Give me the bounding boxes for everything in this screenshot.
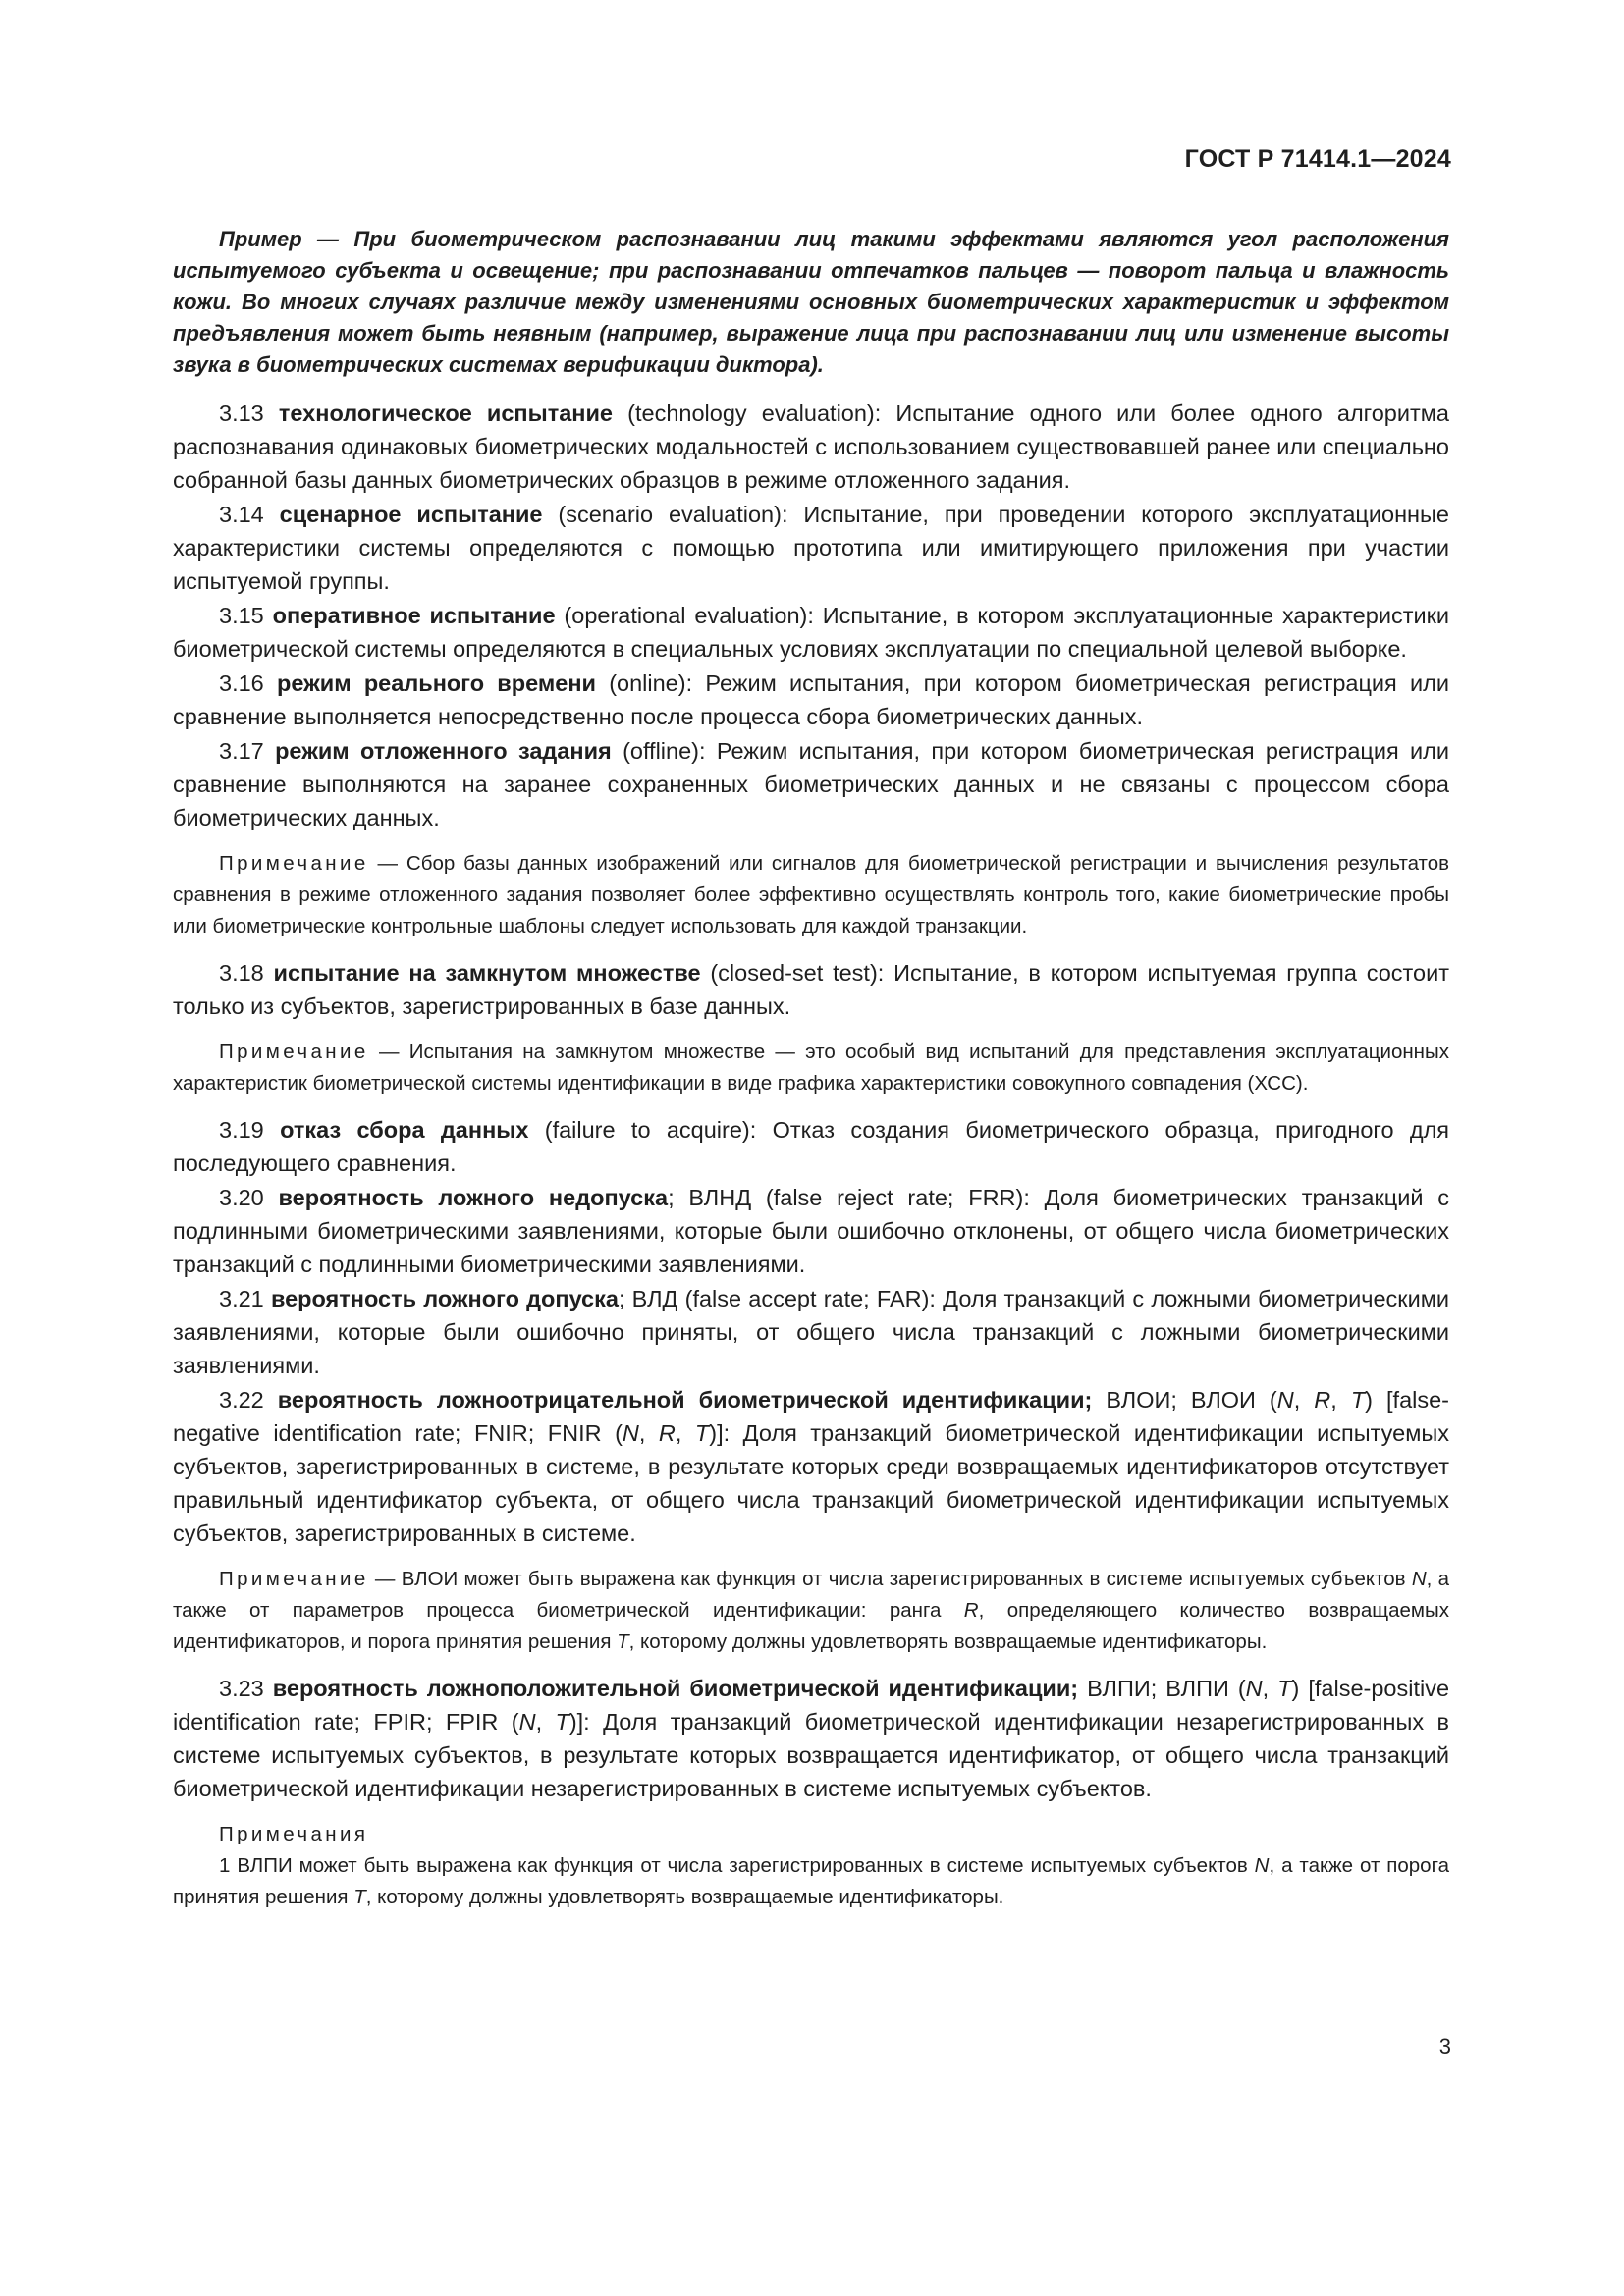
note-label: Примечания bbox=[219, 1823, 369, 1845]
note-text-part: 1 ВЛПИ может быть выражена как функция от числа зарегистрированных в системе испытуемых субъектов bbox=[219, 1854, 1255, 1877]
term-entry-3-13 bbox=[173, 397, 1449, 497]
entry-definition-part: ) [false-positive identification rate; FPIR; FPIR ( bbox=[173, 1676, 1450, 1735]
symbol-n: N bbox=[518, 1709, 536, 1735]
term-entry-3-15 bbox=[173, 599, 1449, 666]
note-item-3-23-1 bbox=[173, 1850, 1449, 1913]
entry-definition-part: ) [false-negative identification rate; FNIR; FNIR ( bbox=[173, 1387, 1449, 1446]
symbol-t: T bbox=[617, 1630, 629, 1653]
entry-definition: (online): Режим испытания, при котором биометрическая регистрация или сравнение выполняется непосредственно после процесса сбора биометрических данных. bbox=[173, 670, 1449, 729]
note-text-part: , определяющего количество возвращаемых идентификаторов, и порога принятия решения bbox=[173, 1599, 1449, 1653]
note-label: Примечание bbox=[219, 852, 369, 875]
notes-heading-3-23 bbox=[173, 1819, 1449, 1850]
note-text-part: , которому должны удовлетворять возвращаемые идентификаторы. bbox=[365, 1886, 1004, 1908]
symbol-t: T bbox=[1277, 1676, 1292, 1701]
note-text-part: , которому должны удовлетворять возвращаемые идентификаторы. bbox=[628, 1630, 1268, 1653]
entry-term: оперативное испытание bbox=[272, 603, 556, 628]
entry-term: вероятность ложноотрицательной биометрической идентификации; bbox=[277, 1387, 1093, 1413]
term-entry-3-18 bbox=[173, 956, 1449, 1023]
entry-definition-part: ВЛПИ; ВЛПИ ( bbox=[1078, 1676, 1246, 1701]
entry-term: вероятность ложного допуска bbox=[270, 1286, 619, 1311]
note-text-part: , а также от параметров процесса биометрической идентификации: ранга bbox=[173, 1568, 1449, 1622]
symbol-n: N bbox=[1276, 1387, 1294, 1413]
symbol-n: N bbox=[622, 1420, 639, 1446]
note-3-18 bbox=[173, 1037, 1449, 1099]
entry-definition-part: ВЛОИ; ВЛОИ ( bbox=[1092, 1387, 1277, 1413]
entry-number: 3.15 bbox=[219, 603, 264, 628]
entry-number: 3.19 bbox=[219, 1117, 264, 1143]
term-entry-3-19 bbox=[173, 1113, 1449, 1180]
entry-term: отказ сбора данных bbox=[280, 1117, 529, 1143]
separator: , bbox=[675, 1420, 695, 1446]
entry-number: 3.16 bbox=[219, 670, 264, 696]
entry-term: сценарное испытание bbox=[279, 502, 543, 527]
entry-definition: (scenario evaluation): Испытание, при проведении которого эксплуатационные характеристики системы определяются с помощью прототипа или имитирующего приложения при участии испытуемой группы. bbox=[173, 502, 1449, 594]
entry-definition: (operational evaluation): Испытание, в котором эксплуатационные характеристики биометрической системы определяются в специальных условиях эксплуатации по специальной целевой выборке. bbox=[173, 603, 1449, 662]
note-text: — Сбор базы данных изображений или сигналов для биометрической регистрации и вычисления результатов сравнения в режиме отложенного задания позволяет более эффективно осуществлять контроль того, какие биометрические пробы или биометрические контрольные шаблоны следует использовать для каждой транзакции. bbox=[173, 852, 1449, 937]
symbol-n: N bbox=[1254, 1854, 1270, 1877]
entry-definition: (closed-set test): Испытание, в котором испытуемая группа состоит только из субъектов, зарегистрированных в базе данных. bbox=[173, 960, 1450, 1019]
entry-term: режим реального времени bbox=[276, 670, 596, 696]
symbol-r: R bbox=[1314, 1387, 1331, 1413]
symbol-n: N bbox=[1411, 1568, 1427, 1590]
separator: , bbox=[1293, 1387, 1315, 1413]
separator: , bbox=[1262, 1676, 1278, 1701]
symbol-r: R bbox=[963, 1599, 979, 1622]
example-paragraph: Пример — При биометрическом распознавании лиц такими эффектами являются угол расположения испытуемого субъекта и освещение; при распознавании отпечатков пальцев — поворот пальца и влажность кожи. Во многих случаях различие между изменениями основных биометрических характеристик и эффектом предъявления может быть неявным (например, выражение лица при распознавании лиц или изменение высоты звука в биометрических системах верификации диктора). bbox=[173, 227, 1449, 377]
entry-definition-part: )]: Доля транзакций биометрической идентификации испытуемых субъектов, зарегистрированных в системе, в результате которых среди возвращаемых идентификаторов отсутствует правильный идентификатор субъекта, от общего числа транзакций биометрической идентификации испытуемых субъектов, зарегистрированных в системе. bbox=[173, 1420, 1450, 1546]
entry-definition: ; ВЛНД (false reject rate; FRR): Доля биометрических транзакций с подлинными биометрическими заявлениями, которые были ошибочно отклонены, от общего числа биометрических транзакций с подлинными биометрическими заявлениями. bbox=[173, 1185, 1449, 1277]
document-code: ГОСТ Р 71414.1—2024 bbox=[1184, 145, 1451, 173]
separator: , bbox=[535, 1709, 556, 1735]
entry-number: 3.17 bbox=[219, 738, 264, 764]
symbol-t: T bbox=[1350, 1387, 1366, 1413]
term-entry-3-21 bbox=[173, 1282, 1449, 1382]
separator: , bbox=[638, 1420, 659, 1446]
page-number: 3 bbox=[1438, 2034, 1451, 2058]
entry-term: испытание на замкнутом множестве bbox=[273, 960, 701, 986]
note-text-part: — ВЛОИ может быть выражена как функция от числа зарегистрированных в системе испытуемых субъектов bbox=[368, 1568, 1412, 1590]
entry-number: 3.14 bbox=[219, 502, 264, 527]
symbol-t: T bbox=[353, 1886, 366, 1908]
entry-number: 3.22 bbox=[219, 1387, 264, 1413]
entry-number: 3.18 bbox=[219, 960, 264, 986]
term-entry-3-17 bbox=[173, 734, 1449, 834]
entry-number: 3.23 bbox=[219, 1676, 264, 1701]
symbol-t: T bbox=[694, 1420, 710, 1446]
note-3-17 bbox=[173, 848, 1449, 942]
symbol-n: N bbox=[1245, 1676, 1263, 1701]
entry-number: 3.13 bbox=[219, 400, 264, 426]
term-entry-3-14 bbox=[173, 498, 1449, 598]
entry-term: технологическое испытание bbox=[278, 400, 613, 426]
note-text-part: , а также от порога принятия решения bbox=[173, 1854, 1449, 1908]
entry-definition-part: )]: Доля транзакций биометрической идентификации незарегистрированных в системе испытуемых субъектов, в результате которых возвращается идентификатор, от общего числа транзакций биометрической идентификации незарегистрированных в системе испытуемых субъектов. bbox=[173, 1709, 1449, 1801]
term-entry-3-20 bbox=[173, 1181, 1449, 1281]
note-label: Примечание bbox=[219, 1568, 369, 1590]
entry-term: вероятность ложного недопуска bbox=[278, 1185, 669, 1210]
entry-definition: ; ВЛД (false accept rate; FAR): Доля транзакций с ложными биометрическими заявлениями, которые были ошибочно приняты, от общего числа транзакций с ложными биометрическими заявлениями. bbox=[173, 1286, 1449, 1378]
term-entry-3-23 bbox=[173, 1672, 1449, 1805]
entry-number: 3.21 bbox=[219, 1286, 264, 1311]
note-3-22 bbox=[173, 1564, 1449, 1658]
symbol-r: R bbox=[658, 1420, 676, 1446]
document-body bbox=[173, 224, 1449, 1913]
separator: , bbox=[1330, 1387, 1351, 1413]
entry-definition: (offline): Режим испытания, при котором биометрическая регистрация или сравнение выполняются на заранее сохраненных биометрических данных и не связаны с процессом сбора биометрических данных. bbox=[173, 738, 1450, 830]
entry-definition: (failure to acquire): Отказ создания биометрического образца, пригодного для последующего сравнения. bbox=[173, 1117, 1450, 1176]
term-entry-3-16 bbox=[173, 667, 1449, 733]
entry-definition: (technology evaluation): Испытание одного или более одного алгоритма распознавания одинаковых биометрических модальностей с использованием существовавшей ранее или специально собранной базы данных биометрических образцов в режиме отложенного задания. bbox=[173, 400, 1449, 493]
note-label: Примечание bbox=[219, 1041, 369, 1063]
entry-term: режим отложенного задания bbox=[275, 738, 612, 764]
entry-number: 3.20 bbox=[219, 1185, 264, 1210]
symbol-t: T bbox=[555, 1709, 569, 1735]
note-text: — Испытания на замкнутом множестве — это особый вид испытаний для представления эксплуатационных характеристик биометрической системы идентификации в виде графика характеристики совокупного совпадения (ХСС). bbox=[173, 1041, 1449, 1095]
term-entry-3-22 bbox=[173, 1383, 1449, 1550]
entry-term: вероятность ложноположительной биометрической идентификации; bbox=[272, 1676, 1079, 1701]
